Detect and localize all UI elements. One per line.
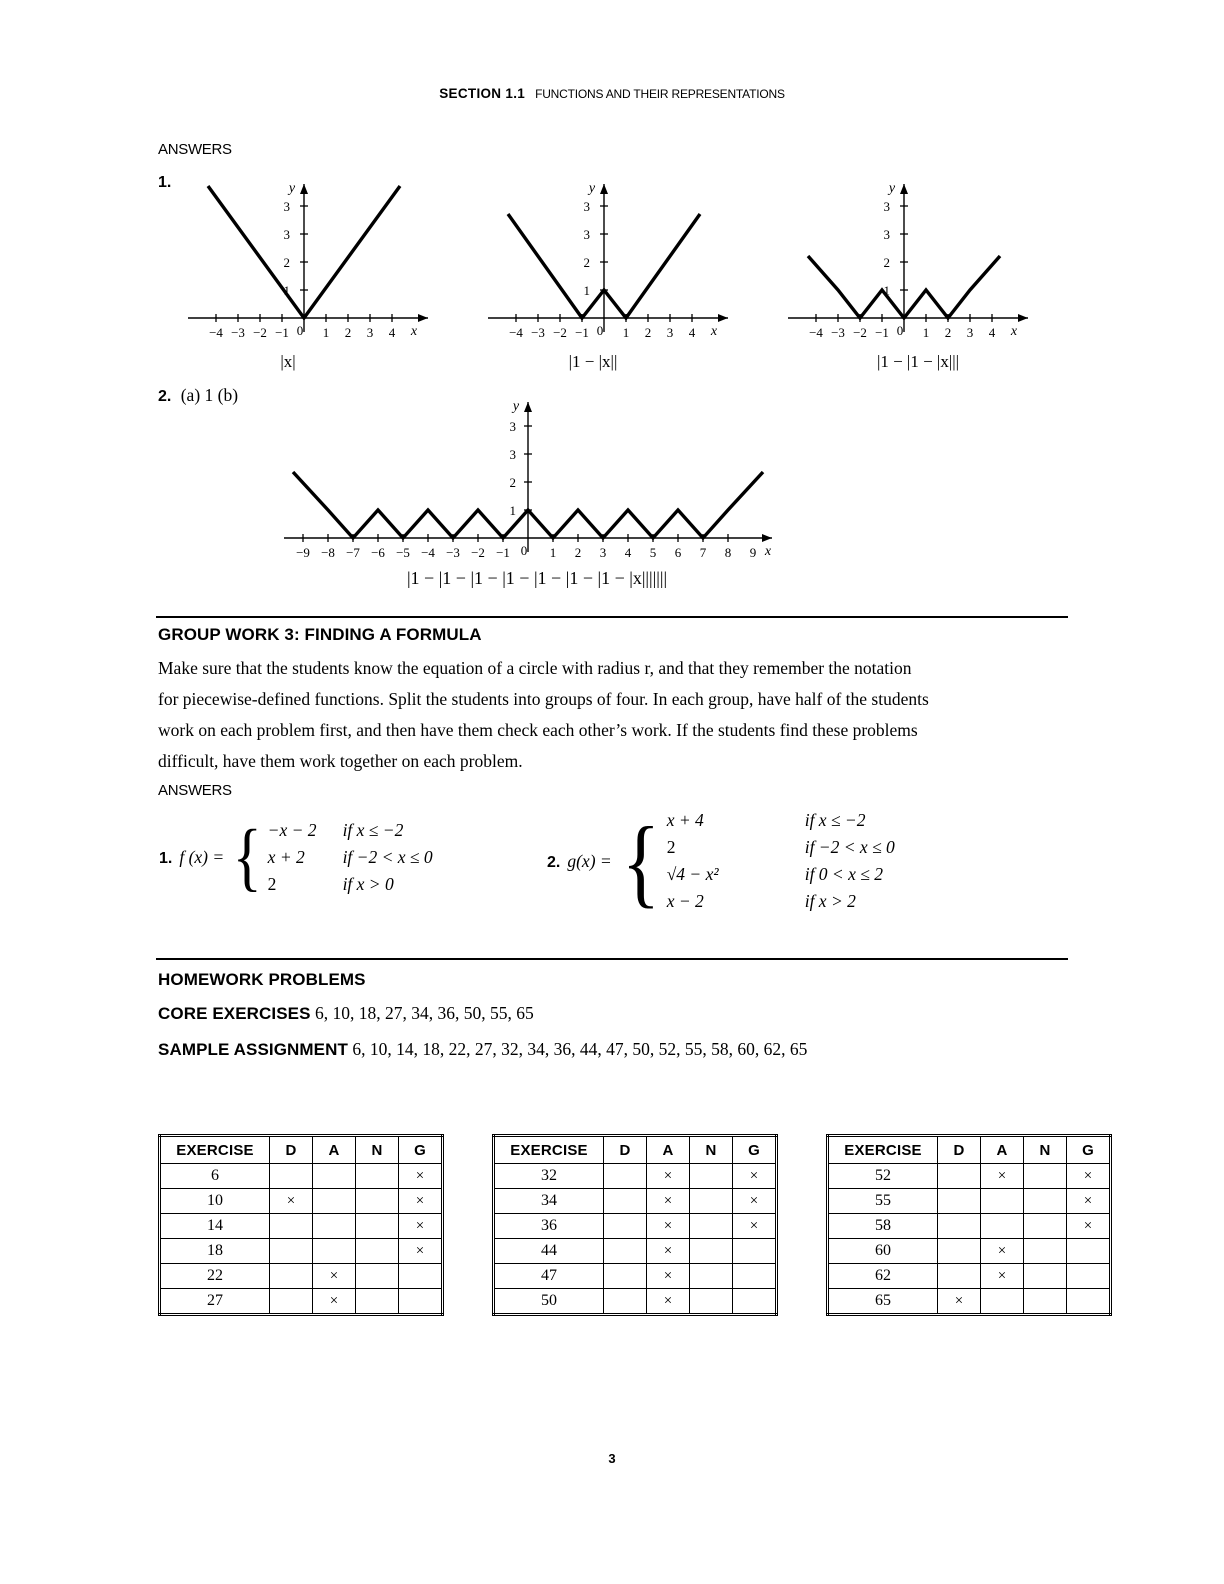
exercise-number: 55 xyxy=(828,1189,938,1214)
exercise-number: 27 xyxy=(160,1289,270,1315)
mark-a xyxy=(981,1289,1024,1315)
exercise-number: 10 xyxy=(160,1189,270,1214)
answer-2-piecewise xyxy=(546,806,896,916)
mark-n xyxy=(690,1264,733,1289)
case-value: x + 2 xyxy=(267,847,305,867)
svg-text:2: 2 xyxy=(344,325,352,340)
svg-text:−7: −7 xyxy=(346,545,360,560)
item-1-label: 1. xyxy=(158,174,172,191)
column-header-a: A xyxy=(313,1136,356,1164)
mark-g: × xyxy=(399,1239,443,1264)
svg-text:3: 3 xyxy=(283,199,290,214)
svg-text:1: 1 xyxy=(549,545,557,560)
svg-text:3: 3 xyxy=(883,199,890,214)
exercise-number: 50 xyxy=(494,1289,604,1315)
table-row xyxy=(828,1189,1111,1214)
mark-g xyxy=(1067,1264,1111,1289)
mark-a: × xyxy=(313,1264,356,1289)
answer-2-lhs: g(x) = xyxy=(567,850,612,871)
mark-g: × xyxy=(733,1189,777,1214)
mark-n xyxy=(1024,1239,1067,1264)
svg-text:−6: −6 xyxy=(371,545,385,560)
mark-d xyxy=(938,1189,981,1214)
mark-g xyxy=(733,1239,777,1264)
svg-text:9: 9 xyxy=(749,545,757,560)
graph-4-caption: |1 − |1 − |1 − |1 − |1 − |1 − |1 − |x||||||| xyxy=(406,568,668,588)
mark-n xyxy=(690,1239,733,1264)
mark-g xyxy=(399,1264,443,1289)
column-header-g: G xyxy=(399,1136,443,1164)
mark-d xyxy=(604,1264,647,1289)
mark-a: × xyxy=(981,1264,1024,1289)
answer-1-number: 1. xyxy=(159,850,173,867)
svg-text:2: 2 xyxy=(574,545,582,560)
column-header-exercise: EXERCISE xyxy=(494,1136,604,1164)
mark-a xyxy=(313,1164,356,1189)
svg-text:−2: −2 xyxy=(553,325,567,340)
mark-n xyxy=(1024,1289,1067,1315)
exercise-number: 58 xyxy=(828,1214,938,1239)
mark-a: × xyxy=(647,1214,690,1239)
mark-n xyxy=(690,1214,733,1239)
case-value: x − 2 xyxy=(666,891,704,911)
graph-abs-1-minus-abs-x xyxy=(478,172,758,342)
svg-text:2: 2 xyxy=(883,255,890,270)
answer-1-piecewise xyxy=(158,816,434,899)
mark-d xyxy=(938,1164,981,1189)
mark-n xyxy=(356,1214,399,1239)
table-row xyxy=(828,1264,1111,1289)
svg-text:y: y xyxy=(512,399,520,414)
mark-a: × xyxy=(981,1164,1024,1189)
table-row xyxy=(828,1164,1111,1189)
column-header-n: N xyxy=(690,1136,733,1164)
svg-text:7: 7 xyxy=(699,545,707,560)
mark-n xyxy=(356,1189,399,1214)
mark-d xyxy=(604,1189,647,1214)
svg-text:−8: −8 xyxy=(321,545,335,560)
mark-d xyxy=(604,1164,647,1189)
mark-n xyxy=(356,1289,399,1315)
mark-n xyxy=(690,1289,733,1315)
paragraph-line-1: Make sure that the students know the equation of a circle with radius r, and that they remember the notation xyxy=(158,658,912,678)
table-row xyxy=(160,1239,443,1264)
exercise-number: 44 xyxy=(494,1239,604,1264)
svg-text:−5: −5 xyxy=(396,545,410,560)
exercise-number: 6 xyxy=(160,1164,270,1189)
exercise-table-2 xyxy=(492,1134,778,1316)
mark-g: × xyxy=(1067,1189,1111,1214)
running-head xyxy=(0,86,1224,101)
graph-nested-abs-big xyxy=(272,392,802,562)
exercise-number: 62 xyxy=(828,1264,938,1289)
svg-text:x: x xyxy=(710,324,718,339)
mark-n xyxy=(690,1189,733,1214)
svg-text:3: 3 xyxy=(509,447,516,462)
sample-assignment-label: SAMPLE ASSIGNMENT xyxy=(158,1040,348,1059)
case-row xyxy=(667,861,895,888)
case-value: −x − 2 xyxy=(267,820,317,840)
case-row xyxy=(268,844,433,871)
mark-n xyxy=(356,1264,399,1289)
paragraph-line-2: for piecewise-defined functions. Split the students into groups of four. In each group, have half of the students xyxy=(158,689,929,709)
table-row xyxy=(160,1189,443,1214)
item-2-row xyxy=(158,385,238,406)
table-header-row xyxy=(494,1136,777,1164)
mark-a xyxy=(313,1239,356,1264)
case-condition: if −2 < x ≤ 0 xyxy=(804,837,895,857)
case-condition: if 0 < x ≤ 2 xyxy=(804,864,883,884)
mark-g: × xyxy=(1067,1214,1111,1239)
mark-g: × xyxy=(399,1189,443,1214)
mark-a xyxy=(313,1214,356,1239)
homework-heading: HOMEWORK PROBLEMS xyxy=(158,970,366,989)
core-exercises-line xyxy=(158,1003,534,1024)
table-row xyxy=(160,1264,443,1289)
column-header-d: D xyxy=(938,1136,981,1164)
mark-g xyxy=(399,1289,443,1315)
svg-text:0: 0 xyxy=(596,323,604,338)
svg-text:−4: −4 xyxy=(509,325,523,340)
svg-text:3: 3 xyxy=(599,545,607,560)
graph-abs-x xyxy=(178,172,458,342)
svg-text:3: 3 xyxy=(666,325,674,340)
mark-d xyxy=(938,1264,981,1289)
core-exercises-label: CORE EXERCISES xyxy=(158,1004,311,1023)
divider-1 xyxy=(156,616,1068,618)
svg-text:y: y xyxy=(588,181,596,196)
exercise-number: 32 xyxy=(494,1164,604,1189)
table-row xyxy=(494,1214,777,1239)
case-row xyxy=(268,871,433,898)
exercise-table-3 xyxy=(826,1134,1112,1316)
mark-d xyxy=(938,1239,981,1264)
mark-g: × xyxy=(733,1214,777,1239)
svg-text:0: 0 xyxy=(896,323,904,338)
svg-text:y: y xyxy=(288,181,296,196)
left-brace-2: { xyxy=(621,805,660,917)
column-header-d: D xyxy=(604,1136,647,1164)
left-brace-1: { xyxy=(232,815,263,900)
graph-3-caption: |1 − |1 − |x||| xyxy=(876,352,960,371)
mark-a: × xyxy=(647,1289,690,1315)
exercise-number: 34 xyxy=(494,1189,604,1214)
item-2-label: 2. xyxy=(158,388,172,405)
graph-abs-1-minus-abs-1-minus-abs-x xyxy=(778,172,1058,342)
mark-a: × xyxy=(313,1289,356,1315)
mark-d xyxy=(938,1214,981,1239)
mark-g: × xyxy=(733,1164,777,1189)
svg-text:2: 2 xyxy=(583,255,590,270)
svg-text:−4: −4 xyxy=(421,545,435,560)
svg-text:3: 3 xyxy=(966,325,974,340)
table-row xyxy=(494,1189,777,1214)
exercise-number: 18 xyxy=(160,1239,270,1264)
mark-g xyxy=(733,1264,777,1289)
mark-a xyxy=(981,1214,1024,1239)
svg-text:3: 3 xyxy=(283,227,290,242)
case-condition: if −2 < x ≤ 0 xyxy=(342,847,433,867)
svg-text:3: 3 xyxy=(883,227,890,242)
svg-text:−1: −1 xyxy=(496,545,510,560)
mark-d: × xyxy=(938,1289,981,1315)
column-header-d: D xyxy=(270,1136,313,1164)
svg-text:−4: −4 xyxy=(209,325,223,340)
svg-text:y: y xyxy=(888,181,896,196)
case-condition: if x ≤ −2 xyxy=(804,810,866,830)
case-row xyxy=(667,834,895,861)
mark-n xyxy=(1024,1264,1067,1289)
svg-text:−1: −1 xyxy=(875,325,889,340)
mark-g xyxy=(1067,1289,1111,1315)
mark-n xyxy=(1024,1214,1067,1239)
mark-n xyxy=(1024,1164,1067,1189)
table-row xyxy=(828,1239,1111,1264)
case-row xyxy=(667,888,895,915)
group-work-heading: GROUP WORK 3: FINDING A FORMULA xyxy=(158,625,482,644)
table-row xyxy=(494,1289,777,1315)
table-header-row xyxy=(160,1136,443,1164)
mark-a xyxy=(313,1189,356,1214)
mark-g xyxy=(733,1289,777,1315)
case-value: x + 4 xyxy=(666,810,704,830)
svg-text:−2: −2 xyxy=(253,325,267,340)
mark-d xyxy=(604,1239,647,1264)
case-value: 2 xyxy=(267,874,277,894)
page-number: 3 xyxy=(608,1451,616,1466)
svg-text:2: 2 xyxy=(509,475,516,490)
svg-text:−4: −4 xyxy=(809,325,823,340)
svg-text:−3: −3 xyxy=(831,325,845,340)
mark-a: × xyxy=(981,1239,1024,1264)
svg-text:−9: −9 xyxy=(296,545,310,560)
svg-text:3: 3 xyxy=(583,199,590,214)
svg-text:1: 1 xyxy=(922,325,930,340)
svg-text:2: 2 xyxy=(283,255,290,270)
svg-text:1: 1 xyxy=(622,325,630,340)
mark-g: × xyxy=(399,1214,443,1239)
svg-text:3: 3 xyxy=(509,419,516,434)
case-condition: if x > 2 xyxy=(804,891,856,911)
svg-text:−1: −1 xyxy=(275,325,289,340)
svg-text:−3: −3 xyxy=(231,325,245,340)
svg-text:x: x xyxy=(410,324,418,339)
svg-text:1: 1 xyxy=(583,283,590,298)
mark-n xyxy=(690,1164,733,1189)
answer-2-number: 2. xyxy=(547,853,561,871)
mark-g xyxy=(1067,1239,1111,1264)
svg-text:3: 3 xyxy=(366,325,374,340)
answer-1-lhs: f (x) = xyxy=(179,847,225,867)
exercise-table-1 xyxy=(158,1134,444,1316)
answer-2-cases xyxy=(667,807,895,915)
mark-d xyxy=(270,1264,313,1289)
svg-text:−1: −1 xyxy=(575,325,589,340)
svg-text:0: 0 xyxy=(520,543,528,558)
graph-2-caption: |1 − |x|| xyxy=(568,352,618,371)
paragraph-line-3: work on each problem first, and then have them check each other’s work. If the students find these problems xyxy=(158,720,918,740)
exercise-number: 36 xyxy=(494,1214,604,1239)
exercise-number: 22 xyxy=(160,1264,270,1289)
svg-text:8: 8 xyxy=(724,545,732,560)
svg-text:1: 1 xyxy=(509,503,516,518)
mark-g: × xyxy=(1067,1164,1111,1189)
svg-text:2: 2 xyxy=(944,325,952,340)
mark-d xyxy=(604,1214,647,1239)
column-header-a: A xyxy=(981,1136,1024,1164)
mark-a: × xyxy=(647,1164,690,1189)
case-condition: if x > 0 xyxy=(342,874,394,894)
divider-2 xyxy=(156,958,1068,960)
exercise-number: 60 xyxy=(828,1239,938,1264)
case-condition: if x ≤ −2 xyxy=(342,820,404,840)
svg-text:4: 4 xyxy=(388,325,396,340)
svg-text:2: 2 xyxy=(644,325,652,340)
graph-1-caption: |x| xyxy=(280,352,296,371)
svg-text:−3: −3 xyxy=(531,325,545,340)
group-work-paragraph xyxy=(158,653,1108,777)
mark-d xyxy=(270,1164,313,1189)
svg-text:0: 0 xyxy=(296,323,304,338)
mark-n xyxy=(356,1239,399,1264)
case-row xyxy=(268,817,433,844)
item-2-text: (a) 1 (b) xyxy=(180,385,239,405)
exercise-number: 14 xyxy=(160,1214,270,1239)
case-value: √4 − x² xyxy=(666,864,719,884)
table-row xyxy=(494,1264,777,1289)
svg-text:1: 1 xyxy=(883,283,890,298)
column-header-g: G xyxy=(733,1136,777,1164)
table-row xyxy=(828,1289,1111,1315)
svg-text:4: 4 xyxy=(688,325,696,340)
table-row xyxy=(494,1164,777,1189)
table-row xyxy=(160,1214,443,1239)
core-exercises-values: 6, 10, 18, 27, 34, 36, 50, 55, 65 xyxy=(314,1003,534,1023)
exercise-number: 65 xyxy=(828,1289,938,1315)
svg-text:1: 1 xyxy=(283,283,290,298)
table-row xyxy=(494,1239,777,1264)
mark-a: × xyxy=(647,1239,690,1264)
running-head-title: FUNCTIONS AND THEIR REPRESENTATIONS xyxy=(535,87,785,101)
mark-d xyxy=(270,1239,313,1264)
column-header-exercise: EXERCISE xyxy=(828,1136,938,1164)
exercise-number: 47 xyxy=(494,1264,604,1289)
column-header-exercise: EXERCISE xyxy=(160,1136,270,1164)
svg-text:3: 3 xyxy=(583,227,590,242)
table-row xyxy=(160,1289,443,1315)
table-row xyxy=(828,1214,1111,1239)
svg-text:−3: −3 xyxy=(446,545,460,560)
svg-text:−2: −2 xyxy=(471,545,485,560)
answers-label-top: ANSWERS xyxy=(158,141,232,158)
answer-1-cases xyxy=(268,817,433,898)
svg-text:4: 4 xyxy=(624,545,632,560)
svg-text:−2: −2 xyxy=(853,325,867,340)
paragraph-line-4: difficult, have them work together on each problem. xyxy=(158,751,523,771)
mark-g: × xyxy=(399,1164,443,1189)
mark-n xyxy=(356,1164,399,1189)
sample-assignment-line xyxy=(158,1039,807,1060)
sample-assignment-values: 6, 10, 14, 18, 22, 27, 32, 34, 36, 44, 47, 50, 52, 55, 58, 60, 62, 65 xyxy=(352,1039,808,1059)
svg-text:x: x xyxy=(764,544,772,559)
case-value: 2 xyxy=(666,837,676,857)
column-header-a: A xyxy=(647,1136,690,1164)
column-header-g: G xyxy=(1067,1136,1111,1164)
mark-a: × xyxy=(647,1189,690,1214)
mark-d xyxy=(270,1289,313,1315)
table-row xyxy=(160,1164,443,1189)
mark-a: × xyxy=(647,1264,690,1289)
running-head-section: SECTION 1.1 xyxy=(439,86,526,101)
svg-text:5: 5 xyxy=(649,545,657,560)
column-header-n: N xyxy=(1024,1136,1067,1164)
table-header-row xyxy=(828,1136,1111,1164)
mark-d: × xyxy=(270,1189,313,1214)
svg-text:1: 1 xyxy=(322,325,330,340)
svg-text:x: x xyxy=(1010,324,1018,339)
case-row xyxy=(667,807,895,834)
exercise-number: 52 xyxy=(828,1164,938,1189)
svg-text:4: 4 xyxy=(988,325,996,340)
mark-n xyxy=(1024,1189,1067,1214)
svg-text:6: 6 xyxy=(674,545,682,560)
mark-d xyxy=(604,1289,647,1315)
mark-d xyxy=(270,1214,313,1239)
column-header-n: N xyxy=(356,1136,399,1164)
mark-a xyxy=(981,1189,1024,1214)
answers-label-group-work: ANSWERS xyxy=(158,782,232,799)
